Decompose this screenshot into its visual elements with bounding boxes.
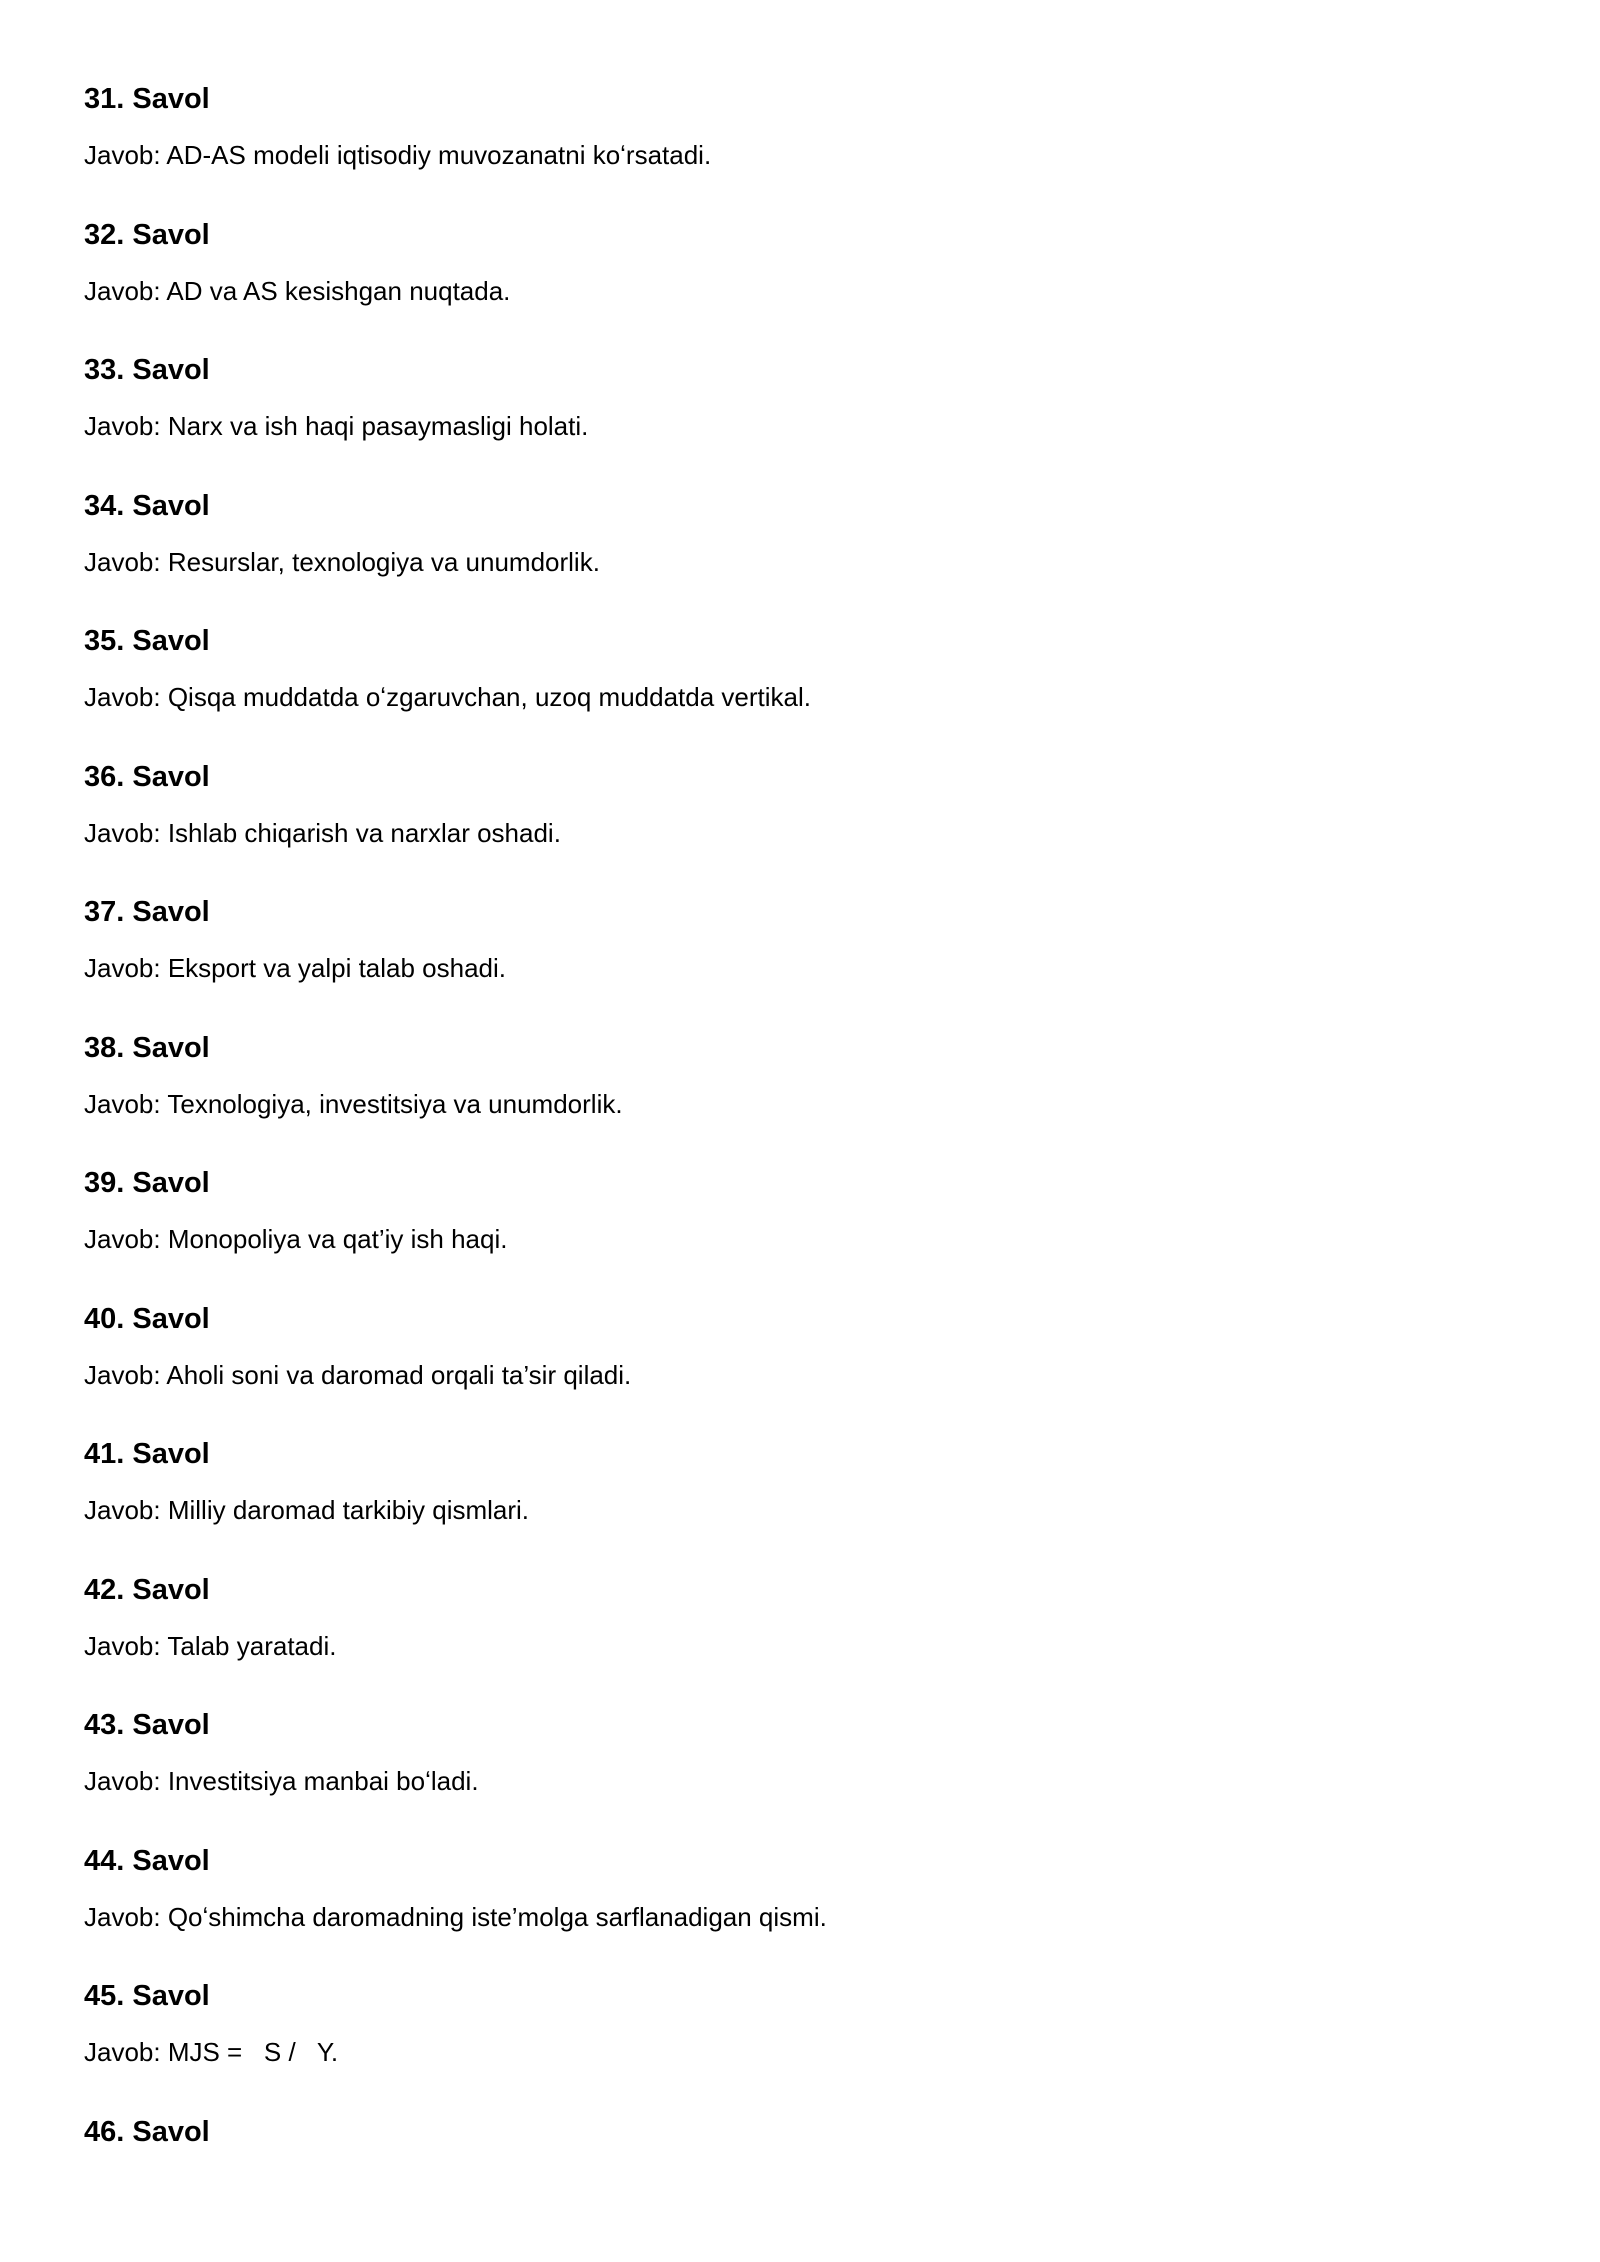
answer-text: Javob: Qoʻshimcha daromadning iste’molga sarflanadigan qismi. (84, 1901, 827, 1932)
document-page (84, 82, 1524, 2250)
answer-text: Javob: Talab yaratadi. (84, 1630, 337, 1661)
qa-item-35 (84, 624, 1524, 760)
question-heading: 40. Savol (84, 1302, 210, 1335)
question-heading: 38. Savol (84, 1031, 210, 1064)
answer-text: Javob: Qisqa muddatda oʻzgaruvchan, uzoq muddatda vertikal. (84, 682, 811, 712)
answer-text: Javob: Milliy daromad tarkibiy qismlari. (84, 1495, 530, 1525)
question-heading: 33. Savol (84, 354, 210, 386)
qa-item-33 (84, 353, 1524, 489)
question-heading: 43. Savol (84, 1709, 210, 1741)
question-heading: 37. Savol (84, 896, 210, 928)
answer-text: Javob: Monopoliya va qat’iy ish haqi. (84, 1224, 508, 1254)
question-heading: 36. Savol (84, 760, 210, 793)
answer-text: Javob: Aholi soni va daromad orqali ta’sir qiladi. (84, 1359, 632, 1390)
answer-text: Javob: Ishlab chiqarish va narxlar oshadi. (84, 817, 561, 848)
qa-item-38 (84, 1031, 1524, 1167)
qa-item-43 (84, 1708, 1524, 1844)
question-heading: 46. Savol (84, 2115, 210, 2148)
qa-item-40 (84, 1302, 1524, 1438)
question-heading: 34. Savol (84, 489, 210, 522)
answer-text: Javob: Eksport va yalpi talab oshadi. (84, 953, 507, 983)
qa-item-31 (84, 82, 1524, 218)
question-heading: 39. Savol (84, 1167, 210, 1199)
question-heading: 45. Savol (84, 1980, 210, 2012)
answer-text: Javob: Narx va ish haqi pasaymasligi holati. (84, 411, 589, 441)
answer-text: Javob: MJS = S / Y. (84, 2037, 339, 2067)
question-heading: 32. Savol (84, 218, 210, 251)
answer-text: Javob: AD-AS modeli iqtisodiy muvozanatni koʻrsatadi. (84, 140, 712, 170)
answer-text: Javob: AD va AS kesishgan nuqtada. (84, 275, 511, 306)
question-heading: 44. Savol (84, 1844, 210, 1877)
qa-item-41 (84, 1437, 1524, 1573)
question-heading: 41. Savol (84, 1438, 210, 1470)
answer-text: Javob: Texnologiya, investitsiya va unumdorlik. (84, 1088, 623, 1119)
qa-item-36 (84, 760, 1524, 896)
qa-item-45 (84, 1979, 1524, 2115)
answer-text: Javob: Resurslar, texnologiya va unumdorlik. (84, 546, 600, 577)
qa-item-39 (84, 1166, 1524, 1302)
answer-text: Javob: Investitsiya manbai boʻladi. (84, 1766, 479, 1796)
question-heading: 42. Savol (84, 1573, 210, 1606)
question-heading: 35. Savol (84, 625, 210, 657)
question-heading: 31. Savol (84, 83, 210, 115)
qa-item-46 (84, 2115, 1524, 2251)
qa-item-32 (84, 218, 1524, 354)
qa-item-37 (84, 895, 1524, 1031)
qa-item-42 (84, 1573, 1524, 1709)
qa-item-34 (84, 489, 1524, 625)
qa-item-44 (84, 1844, 1524, 1980)
